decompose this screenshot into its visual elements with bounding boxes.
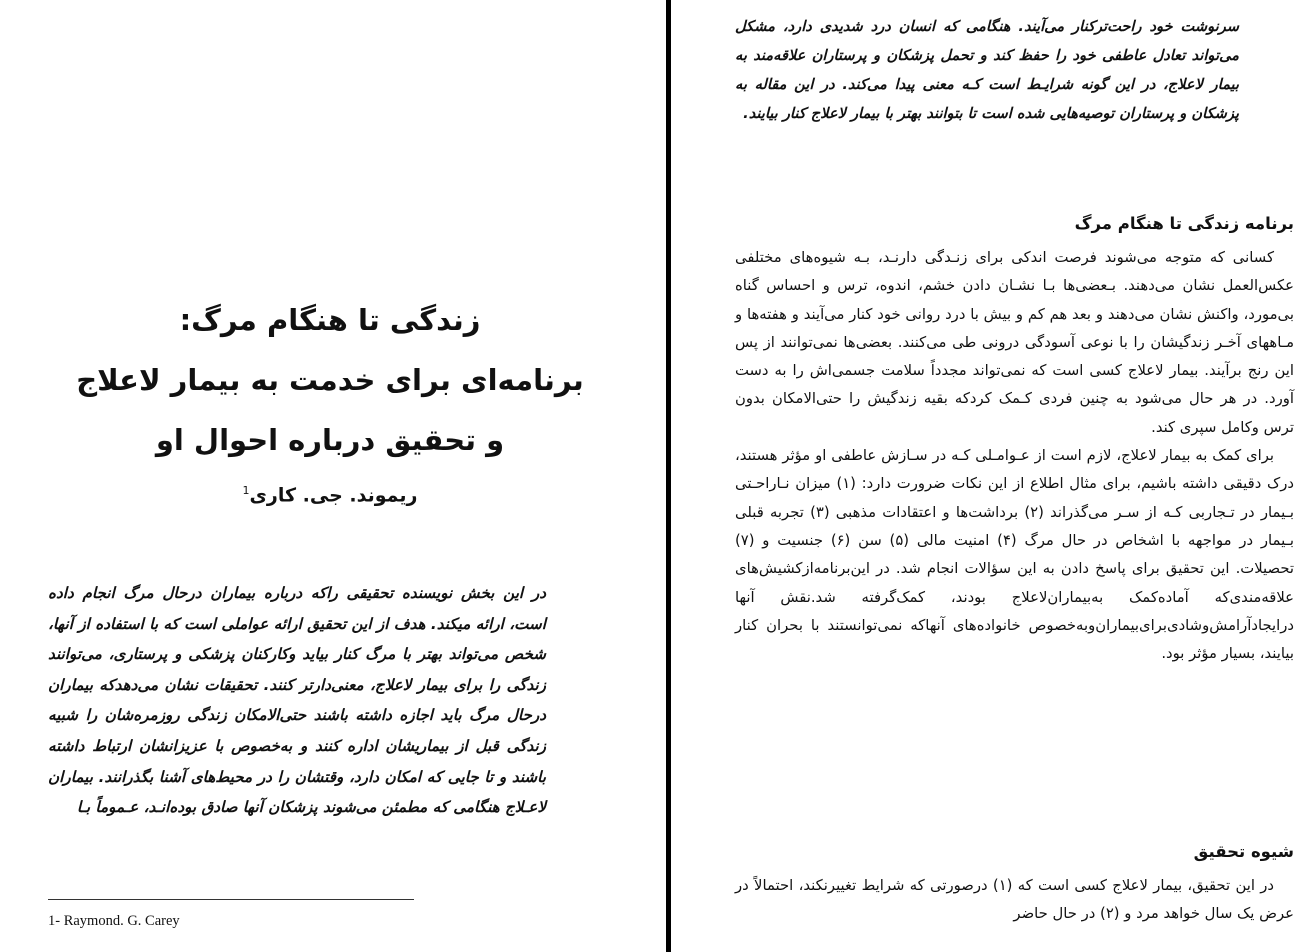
book-spine-divider	[666, 0, 671, 952]
author-footnote-mark: 1	[242, 484, 250, 497]
article-title-block	[40, 290, 620, 512]
section-heading-program: برنامه زندگی تا هنگام مرگ	[1074, 214, 1294, 233]
body-paragraph: برای کمک به بیمار لاعلاج، لازم است از عـوامـلی کـه در سـازش عاطفی او مؤثر هستند، درک دقیقی داشته باشیم، برای مثال اطلاع از این نکات ضرورت دارد: (۱) میزان نـاراحـتی بـیمار در تـجاربی کـه از سـر می‌گذراند (۲) برداشت‌ها و اعتقادات مذهبی (۳) تجربه قبلی بـیمار در مواجهه با اشخاص در حال مرگ (۴) امنیت مالی (۵) سن (۶) جنسیت و (۷) تحصیلات. این تحقیق برای پاسخ دادن به این سؤالات انجام شد. در این‌برنامه‌ازکشیش‌های علاقه‌مندی‌که آماده‌کمک به‌بیماران‌لاعلاج بودند، کمک‌گرفته شد.نقش آنها درایجادآرامش‌وشادی‌برای‌بیماران‌وبه‌خصوص خانواده‌های آنهاکه نمی‌توانستند با بحران کنار بیایند، بسیار مؤثر بود.	[735, 447, 1294, 663]
body-paragraph: کسانی که متوجه می‌شوند فرصت اندکی برای زنـدگی دارنـد، بـه شیوه‌های مختلفی عکس‌العمل نشان می‌دهند. بـعضی‌ها بـا نشـان دادن خشم، اندوه، ترس و احساس گناه بی‌مورد، واکنش نشان می‌دهند و بعد هم کم و بیش با درد روانی خود کنار می‌آیند و هفته‌ها و مـاههای آخـر زندگیشان را با نوعی آسودگی درونی طی می‌کنند. بعضی‌ها نمی‌توانند از پس این رنج برآیند. بیمار لاعلاج کسی است که نمی‌تواند مجدداً سلامت جسمی‌اش را به دست آورد. در هر حال می‌شود به چنین فردی کـمک کردکه بقیه زندگیش را حتی‌الامکان بدون ترس وکامل سپری کند.	[735, 249, 1294, 436]
section-heading-method: شیوه تحقیق	[1193, 842, 1294, 861]
footnote: 1- Raymond. G. Carey	[48, 913, 180, 929]
author-line	[40, 474, 620, 512]
author-name: ریموند. جی. کاری	[249, 484, 418, 507]
section-program-body	[735, 244, 1294, 668]
footnote-divider	[48, 899, 414, 900]
abstract-paragraph: در این بخش نویسنده تحقیقی راکه درباره بیماران درحال مرگ انجام داده است، ارائه میکند. هدف از این تحقیق ارائه عواملی است که با استفاده از آنها، شخص می‌تواند بهتر با مرگ کنار بیاید وکارکنان پزشکی و پرستاری، می‌توانند زندگی را برای بیمار لاعلاج، معنی‌دارتر کنند. تحقیقات نشان می‌دهدکه بیماران درحال مرگ باید اجازه داشته باشند حتی‌الامکان زندگی روزمره‌شان را شبیه زندگی قبل از بیماریشان اداره کنند و به‌خصوص با عزیزانشان ارتباط داشته باشند و تا جایی که امکان دارد، وقتشان را در محیط‌های آشنا بگذرانند. بیماران لاعـلاج هنگامی که مطمئن می‌شوند پزشکان آنها صادق بوده‌انـد، عـموماً بـا	[48, 584, 546, 817]
body-paragraph: در این تحقیق، بیمار لاعلاج کسی است که (۱) درصورتی که شرایط تغییرنکند، احتمالاً در عرض یک سال خواهد مرد و (۲) در حال حاضر	[735, 877, 1294, 923]
section-method-body	[735, 872, 1294, 929]
article-title-line-1: زندگی تا هنگام مرگ:	[179, 303, 481, 337]
article-title-line-3: و تحقیق درباره احوال او	[155, 423, 505, 457]
intro-paragraph: سرنوشت خود راحت‌ترکنار می‌آیند. هنگامی که انسان درد شدیدی دارد، مشکل می‌تواند تعادل عاطفی خود را حفظ کند و تحمل پزشکان و پرستاران علاقه‌مند به بیمار لاعلاج، در این گونه شرایـط است کـه معنی پیدا می‌کند. در این مقاله به پزشکان و پرستاران توصیه‌هایی شده است تا بتوانند بهتر با بیمار لاعلاج کنار بیایند.	[735, 18, 1239, 122]
right-page	[677, 0, 1297, 952]
article-title-line-2: برنامه‌ای برای خدمت به بیمار لاعلاج	[76, 363, 584, 397]
